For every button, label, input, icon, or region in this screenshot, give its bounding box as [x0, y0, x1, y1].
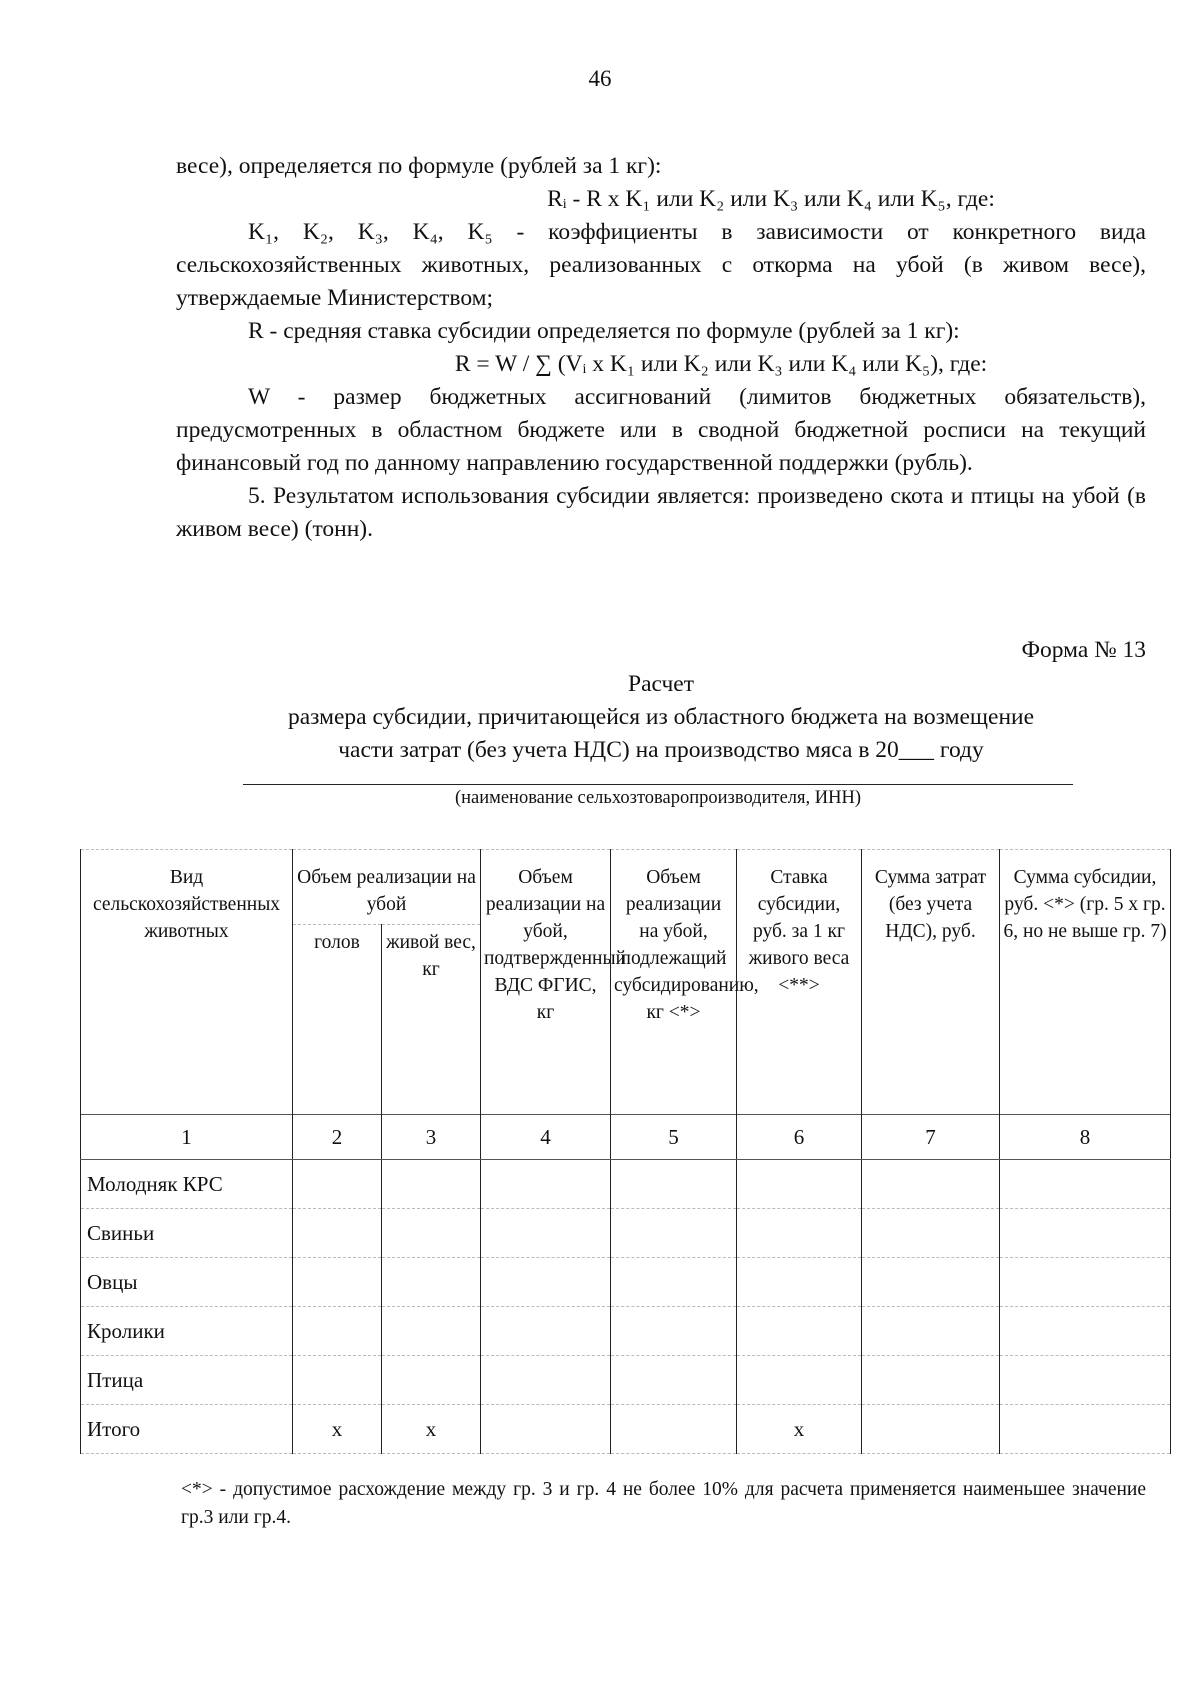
- cell-live-weight: [382, 1356, 481, 1405]
- row-label: Кролики: [81, 1307, 293, 1356]
- cell: [1000, 1160, 1171, 1209]
- header-confirmed-volume: Объем реализации на убой, подтвержденный ВДС ФГИС, кг: [481, 850, 611, 1115]
- cell: [481, 1356, 611, 1405]
- cell-live-weight: [382, 1209, 481, 1258]
- cell: [862, 1356, 1000, 1405]
- cell: [862, 1307, 1000, 1356]
- form-number: Форма № 13: [1021, 637, 1146, 663]
- body-text: [176, 150, 1146, 546]
- cell-live-weight: [382, 1307, 481, 1356]
- header-subsidy-sum: Сумма субсидии, руб. <*> (гр. 5 х гр. 6, но не выше гр. 7): [1000, 850, 1171, 1115]
- cell-rate: [737, 1160, 862, 1209]
- header-cost-sum: Сумма затрат (без учета НДС), руб.: [862, 850, 1000, 1115]
- cell-heads: [293, 1209, 382, 1258]
- cell: [862, 1405, 1000, 1454]
- formula-2: R = W / ∑ (Vᵢ x K₁ или K₂ или K₃ или K₄ или K₅), где:: [454, 351, 988, 377]
- cell-heads: x: [293, 1405, 382, 1454]
- calc-title: [176, 668, 1146, 767]
- paragraph-3: R - средняя ставка субсидии определяется по формуле (рублей за 1 кг):: [248, 318, 960, 344]
- cell: [481, 1258, 611, 1307]
- column-number: 6: [737, 1115, 862, 1160]
- column-number: 7: [862, 1115, 1000, 1160]
- row-label: Птица: [81, 1356, 293, 1405]
- paragraph-2: K₁, K₂, K₃, K₄, K₅ - коэффициенты в зависимости от конкретного вида сельскохозяйственных животных, реализованных с откорма на убой (в живом весе), утверждаемые Министерством;: [176, 219, 1146, 311]
- cell: [611, 1258, 737, 1307]
- cell: [481, 1209, 611, 1258]
- cell-rate: [737, 1356, 862, 1405]
- cell: [611, 1209, 737, 1258]
- footnote: <*> - допустимое расхождение между гр. 3 и гр. 4 не более 10% для расчета применяется наименьшее значение гр.3 или гр.4.: [181, 1479, 1146, 1528]
- table-row-total: [81, 1405, 1171, 1454]
- cell: [1000, 1405, 1171, 1454]
- row-label: Итого: [81, 1405, 293, 1454]
- table-row: [81, 1160, 1171, 1209]
- calc-subtitle-2: части затрат (без учета НДС) на производство мяса в 20___ году: [338, 737, 984, 763]
- header-subsidy-rate: Ставка субсидии, руб. за 1 кг живого веса <**>: [737, 850, 862, 1115]
- cell-rate: [737, 1307, 862, 1356]
- cell: [1000, 1356, 1171, 1405]
- table-row: [81, 1307, 1171, 1356]
- cell-live-weight: x: [382, 1405, 481, 1454]
- paragraph-5: 5. Результатом использования субсидии является: произведено скота и птицы на убой (в живом весе) (тонн).: [176, 483, 1146, 542]
- cell-heads: [293, 1356, 382, 1405]
- cell-heads: [293, 1258, 382, 1307]
- column-number: 1: [81, 1115, 293, 1160]
- producer-name-caption: (наименование сельхозтоваропроизводителя, ИНН): [454, 788, 862, 808]
- cell-rate: x: [737, 1405, 862, 1454]
- column-number: 2: [293, 1115, 382, 1160]
- cell: [1000, 1258, 1171, 1307]
- cell-heads: [293, 1160, 382, 1209]
- cell-live-weight: [382, 1160, 481, 1209]
- header-heads: голов: [293, 925, 382, 1115]
- header-sales-volume: Объем реализации на убой: [293, 850, 481, 925]
- cell: [611, 1307, 737, 1356]
- cell: [862, 1209, 1000, 1258]
- cell-live-weight: [382, 1258, 481, 1307]
- cell: [611, 1356, 737, 1405]
- cell: [481, 1160, 611, 1209]
- row-label: Свиньи: [81, 1209, 293, 1258]
- producer-name-line: [243, 784, 1073, 785]
- table-row: [81, 1209, 1171, 1258]
- column-number: 8: [1000, 1115, 1171, 1160]
- column-number: 4: [481, 1115, 611, 1160]
- table-row: [81, 1356, 1171, 1405]
- cell-rate: [737, 1209, 862, 1258]
- column-number: 5: [611, 1115, 737, 1160]
- calc-title-main: Расчет: [628, 671, 694, 697]
- cell-heads: [293, 1307, 382, 1356]
- cell: [862, 1160, 1000, 1209]
- cell: [1000, 1209, 1171, 1258]
- header-subsidized-volume: Объем реализации на убой, подлежащий субсидированию, кг <*>: [611, 850, 737, 1115]
- cell: [862, 1258, 1000, 1307]
- header-animal-type: Вид сельскохозяйственных животных: [81, 850, 293, 1115]
- cell: [611, 1405, 737, 1454]
- paragraph-4: W - размер бюджетных ассигнований (лимитов бюджетных обязательств), предусмотренных в областном бюджете или в сводной бюджетной росписи на текущий финансовый год по данному направлению государственной поддержки (рубль).: [176, 384, 1146, 476]
- formula-1: Rᵢ - R x K₁ или K₂ или K₃ или K₄ или K₅, где:: [547, 186, 995, 212]
- row-label: Овцы: [81, 1258, 293, 1307]
- calc-subtitle-1: размера субсидии, причитающейся из областного бюджета на возмещение: [287, 704, 1035, 730]
- row-label: Молодняк КРС: [81, 1160, 293, 1209]
- header-live-weight: живой вес, кг: [382, 925, 481, 1115]
- page-number: 46: [588, 66, 612, 91]
- calc-table: [80, 849, 1171, 1454]
- cell-rate: [737, 1258, 862, 1307]
- column-number: 3: [382, 1115, 481, 1160]
- cell: [481, 1307, 611, 1356]
- cell: [611, 1160, 737, 1209]
- table-row: [81, 1258, 1171, 1307]
- cell: [1000, 1307, 1171, 1356]
- cell: [481, 1405, 611, 1454]
- paragraph-1: весе), определяется по формуле (рублей за 1 кг):: [176, 153, 662, 179]
